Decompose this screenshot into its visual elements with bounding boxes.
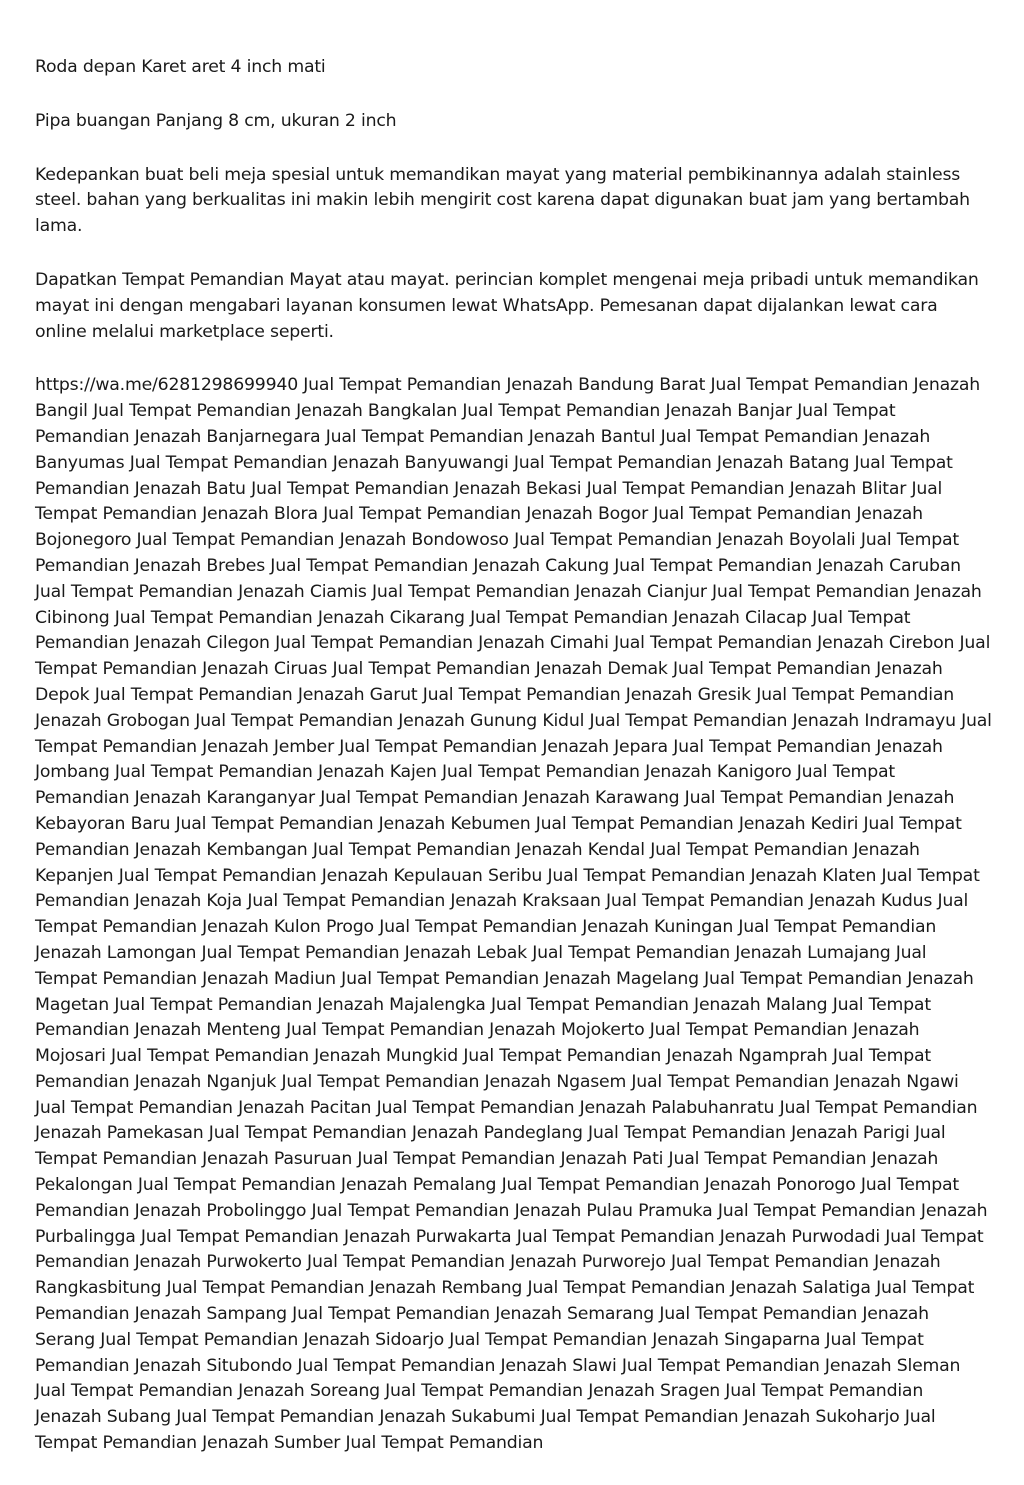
paragraph-drain-pipe: Pipa buangan Panjang 8 cm, ukuran 2 inch xyxy=(35,110,397,131)
paragraph-material: Kedepankan buat beli meja spesial untuk memandikan mayat yang material pembikinannya adalah stainless steel. bahan yang berkualitas ini makin lebih mengirit cost karena dapat digunakan buat jam yang bertambah lama. xyxy=(35,164,970,237)
paragraph-location-list: https://wa.me/6281298699940 Jual Tempat Pemandian Jenazah Bandung Barat Jual Tempat Pemandian Jenazah Bangil Jual Tempat Pemandian Jenazah Bangkalan Jual Tempat Pemandian Jenazah Banjar Jual Tempat Pemandian Jenazah Banjarnegara Jual Tempat Pemandian Jenazah Bantul Jual Tempat Pemandian Jenazah Banyumas Jual Tempat Pemandian Jenazah Banyuwangi Jual Tempat Pemandian Jenazah Batang Jual Tempat Pemandian Jenazah Batu Jual Tempat Pemandian Jenazah Bekasi Jual Tempat Pemandian Jenazah Blitar Jual Tempat Pemandian Jenazah Blora Jual Tempat Pemandian Jenazah Bogor Jual Tempat Pemandian Jenazah Bojonegoro Jual Tempat Pemandian Jenazah Bondowoso Jual Tempat Pemandian Jenazah Boyolali Jual Tempat Pemandian Jenazah Brebes Jual Tempat Pemandian Jenazah Cakung Jual Tempat Pemandian Jenazah Caruban Jual Tempat Pemandian Jenazah Ciamis Jual Tempat Pemandian Jenazah Cianjur Jual Tempat Pemandian Jenazah Cibinong Jual Tempat Pemandian Jenazah Cikarang Jual Tempat Pemandian Jenazah Cilacap Jual Tempat Pemandian Jenazah Cilegon Jual Tempat Pemandian Jenazah Cimahi Jual Tempat Pemandian Jenazah Cirebon Jual Tempat Pemandian Jenazah Ciruas Jual Tempat Pemandian Jenazah Demak Jual Tempat Pemandian Jenazah Depok Jual Tempat Pemandian Jenazah Garut Jual Tempat Pemandian Jenazah Gresik Jual Tempat Pemandian Jenazah Grobogan Jual Tempat Pemandian Jenazah Gunung Kidul Jual Tempat Pemandian Jenazah Indramayu Jual Tempat Pemandian Jenazah Jember Jual Tempat Pemandian Jenazah Jepara Jual Tempat Pemandian Jenazah Jombang Jual Tempat Pemandian Jenazah Kajen Jual Tempat Pemandian Jenazah Kanigoro Jual Tempat Pemandian Jenazah Karanganyar Jual Tempat Pemandian Jenazah Karawang Jual Tempat Pemandian Jenazah Kebayoran Baru Jual Tempat Pemandian Jenazah Kebumen Jual Tempat Pemandian Jenazah Kediri Jual Tempat Pemandian Jenazah Kembangan Jual Tempat Pemandian Jenazah Kendal Jual Tempat Pemandian Jenazah Kepanjen Jual Tempat Pemandian Jenazah Kepulauan Seribu Jual Tempat Pemandian Jenazah Klaten Jual Tempat Pemandian Jenazah Koja Jual Tempat Pemandian Jenazah Kraksaan Jual Tempat Pemandian Jenazah Kudus Jual Tempat Pemandian Jenazah Kulon Progo Jual Tempat Pemandian Jenazah Kuningan Jual Tempat Pemandian Jenazah Lamongan Jual Tempat Pemandian Jenazah Lebak Jual Tempat Pemandian Jenazah Lumajang Jual Tempat Pemandian Jenazah Madiun Jual Tempat Pemandian Jenazah Magelang Jual Tempat Pemandian Jenazah Magetan Jual Tempat Pemandian Jenazah Majalengka Jual Tempat Pemandian Jenazah Malang Jual Tempat Pemandian Jenazah Menteng Jual Tempat Pemandian Jenazah Mojokerto Jual Tempat Pemandian Jenazah Mojosari Jual Tempat Pemandian Jenazah Mungkid Jual Tempat Pemandian Jenazah Ngamprah Jual Tempat Pemandian Jenazah Nganjuk Jual Tempat Pemandian Jenazah Ngasem Jual Tempat Pemandian Jenazah Ngawi Jual Tempat Pemandian Jenazah Pacitan Jual Tempat Pemandian Jenazah Palabuhanratu Jual Tempat Pemandian Jenazah Pamekasan Jual Tempat Pemandian Jenazah Pandeglang Jual Tempat Pemandian Jenazah Parigi Jual Tempat Pemandian Jenazah Pasuruan Jual Tempat Pemandian Jenazah Pati Jual Tempat Pemandian Jenazah Pekalongan Jual Tempat Pemandian Jenazah Pemalang Jual Tempat Pemandian Jenazah Ponorogo Jual Tempat Pemandian Jenazah Probolinggo Jual Tempat Pemandian Jenazah Pulau Pramuka Jual Tempat Pemandian Jenazah Purbalingga Jual Tempat Pemandian Jenazah Purwakarta Jual Tempat Pemandian Jenazah Purwodadi Jual Tempat Pemandian Jenazah Purwokerto Jual Tempat Pemandian Jenazah Purworejo Jual Tempat Pemandian Jenazah Rangkasbitung Jual Tempat Pemandian Jenazah Rembang Jual Tempat Pemandian Jenazah Salatiga Jual Tempat Pemandian Jenazah Sampang Jual Tempat Pemandian Jenazah Semarang Jual Tempat Pemandian Jenazah Serang Jual Tempat Pemandian Jenazah Sidoarjo Jual Tempat Pemandian Jenazah Singaparna Jual Tempat Pemandian Jenazah Situbondo Jual Tempat Pemandian Jenazah Slawi Jual Tempat Pemandian Jenazah Sleman Jual Tempat Pemandian Jenazah Soreang Jual Tempat Pemandian Jenazah Sragen Jual Tempat Pemandian Jenazah Subang Jual Tempat Pemandian Jenazah Sukabumi Jual Tempat Pemandian Jenazah Sukoharjo Jual Tempat Pemandian Jenazah Sumber Jual Tempat Pemandian xyxy=(35,375,992,1454)
paragraph-front-wheel: Roda depan Karet aret 4 inch mati xyxy=(35,57,326,77)
paragraph-ordering-info: Dapatkan Tempat Pemandian Mayat atau mayat. perincian komplet mengenai meja pribadi untuk memandikan mayat ini dengan mengabari layanan konsumen lewat WhatsApp. Pemesanan dapat dijalankan lewat cara online melalui marketplace seperti. xyxy=(35,269,979,342)
document-page xyxy=(35,55,993,1485)
